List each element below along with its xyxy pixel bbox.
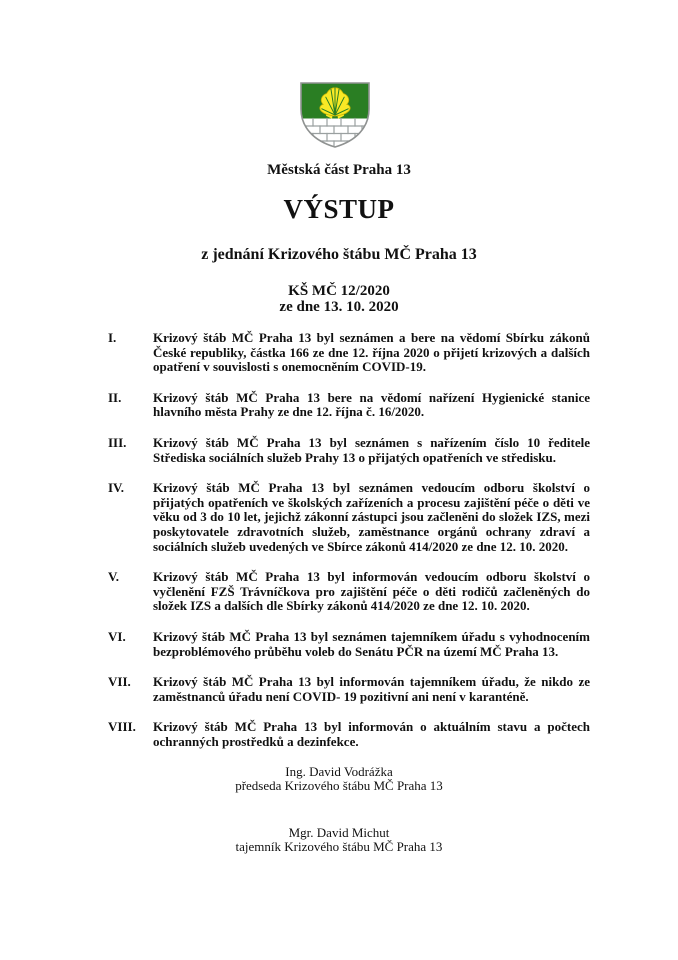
document-title: VÝSTUP (283, 194, 395, 224)
item-text: Krizový štáb MČ Praha 13 byl seznámen tajemníkem úřadu s vyhodnocením bezproblémového průběhu voleb do Senátu PČR na území MČ Praha 13. (153, 628, 590, 659)
resolution-item-4 (108, 481, 590, 554)
resolution-item-3 (108, 436, 590, 465)
item-text: Krizový štáb MČ Praha 13 byl seznámen vedoucím odboru školství o přijatých opatřeních ve školských zařízeních a procesu zajištění péče o děti ve věku od 3 do 10 let, jejichž zákonní zástupci jsou začleněni do složek IZS, mezi poskytovatele zdravotních služeb, zaměstnance orgánů ochrany zdraví a sociálních služeb uvedených ve Sbírce zákonů 414/2020 ze dne 12. 10. 2020. (153, 480, 590, 554)
item-text: Krizový štáb MČ Praha 13 byl informován tajemníkem úřadu, že nikdo ze zaměstnanců úřadu není COVID- 19 pozitivní ani není v karanténě. (153, 674, 590, 704)
document-reference: KŠ MČ 12/2020 (288, 283, 390, 299)
item-text: Krizový štáb MČ Praha 13 byl seznámen s nařízením číslo 10 ředitele Střediska sociálních služeb Prahy 13 o přijatých opatřeních ve středisku. (153, 434, 590, 465)
item-numeral: III. (108, 434, 127, 450)
resolution-list (108, 331, 590, 749)
signature-block-secretary (0, 826, 678, 854)
item-numeral: V. (108, 569, 119, 585)
resolution-item-5 (108, 570, 590, 614)
item-numeral: I. (108, 330, 117, 345)
resolution-item-8 (108, 720, 590, 749)
item-text: Krizový štáb MČ Praha 13 byl informován vedoucím odboru školství o vyčlenění FZŠ Trávníčkova pro zajištění péče o děti rodičů začleněných do složek IZS a dalších dle Sbírky zákonů 414/2020 ze dne 12. 10. 2020. (153, 569, 590, 614)
item-text: Krizový štáb MČ Praha 13 byl informován o aktuálním stavu a počtech ochranných prostředků a dezinfekce. (153, 719, 590, 749)
organization-name: Městská část Praha 13 (267, 162, 411, 178)
signature-block-chairman (0, 765, 678, 793)
item-text: Krizový štáb MČ Praha 13 byl seznámen a bere na vědomí Sbírku zákonů České republiky, částka 166 ze dne 12. října 2020 o přijetí krizových a dalších opatření v souvislosti s onemocněním COVID-19. (153, 330, 590, 375)
document-date: ze dne 13. 10. 2020 (279, 299, 399, 315)
item-numeral: VIII. (108, 719, 136, 735)
signatory-name: Mgr. David Michut (288, 825, 390, 841)
item-numeral: IV. (108, 480, 125, 496)
resolution-item-2 (108, 391, 590, 420)
item-numeral: VI. (108, 628, 126, 644)
document-subtitle: z jednání Krizového štábu MČ Praha 13 (201, 246, 477, 263)
signatory-name: Ing. David Vodrážka (285, 764, 393, 780)
item-numeral: VII. (108, 674, 131, 690)
resolution-item-1 (108, 331, 590, 375)
item-text: Krizový štáb MČ Praha 13 bere na vědomí nařízení Hygienické stanice hlavního města Prahy ze dne 12. října č. 16/2020. (153, 389, 590, 420)
coat-of-arms (300, 82, 370, 148)
item-numeral: II. (108, 389, 122, 405)
resolution-item-7 (108, 675, 590, 704)
resolution-item-6 (108, 630, 590, 659)
coat-of-arms-icon (300, 82, 370, 148)
signatory-role: tajemník Krizového štábu MČ Praha 13 (235, 839, 443, 855)
signatory-role: předseda Krizového štábu MČ Praha 13 (235, 778, 443, 794)
